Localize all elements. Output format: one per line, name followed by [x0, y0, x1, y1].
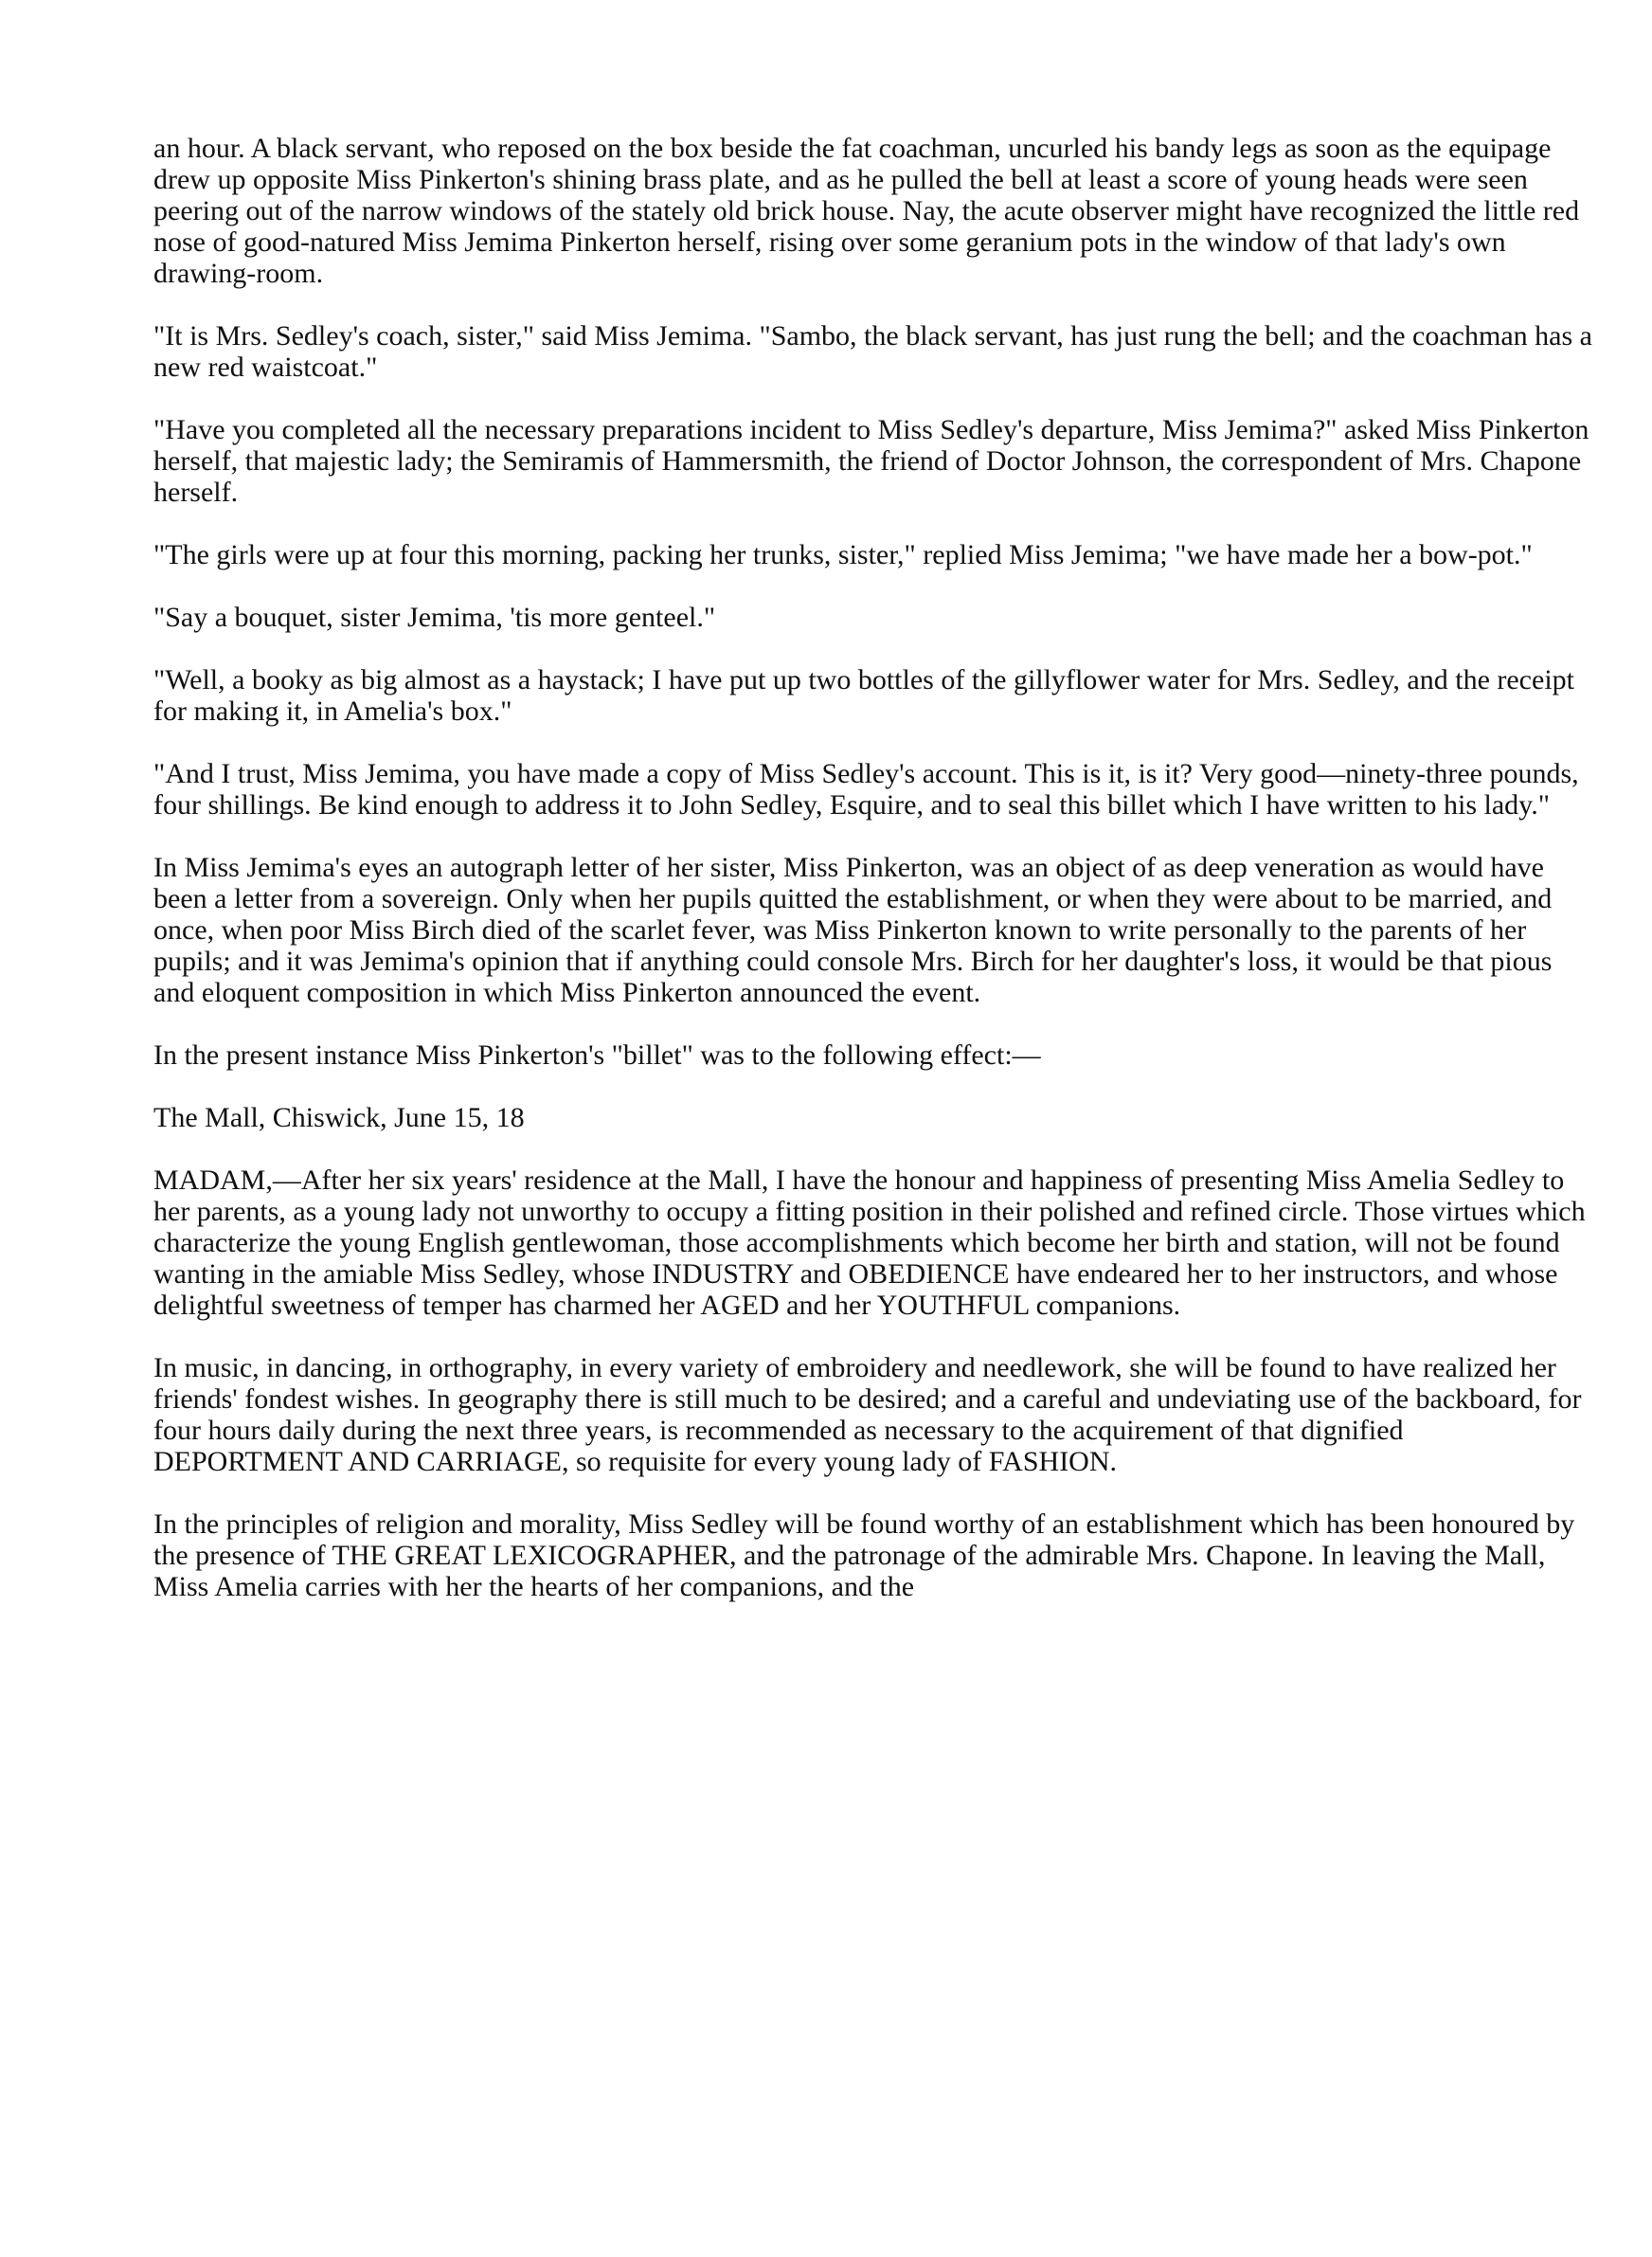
letter-paragraph-1: MADAM,—After her six years' residence at the Mall, I have the honour and happiness of presenting Miss Amelia Sedley to her parents, as a young lady not unworthy to occupy a fitting position in their polished and refined circle. Those virtues which characterize the young English gentlewoman, those accomplishments which become her birth and station, will not be found wanting in the amiable Miss Sedley, whose INDUSTRY and OBEDIENCE have endeared her to her instructors, and whose delightful sweetness of temper has charmed her AGED and her YOUTHFUL companions.	[153, 1165, 1586, 1321]
body-text	[153, 133, 1593, 1602]
letter-paragraph-3: In the principles of religion and morality, Miss Sedley will be found worthy of an establishment which has been honoured by the presence of THE GREAT LEXICOGRAPHER, and the patronage of the admirable Mrs. Chapone. In leaving the Mall, Miss Amelia carries with her the hearts of her companions, and the	[153, 1508, 1575, 1602]
paragraph-9: In the present instance Miss Pinkerton's "billet" was to the following effect:—	[153, 1039, 1041, 1071]
paragraph-6: "Well, a booky as big almost as a haystack; I have put up two bottles of the gillyflower water for Mrs. Sedley, and the receipt for making it, in Amelia's box."	[153, 664, 1574, 727]
paragraph-8: In Miss Jemima's eyes an autograph letter of her sister, Miss Pinkerton, was an object of as deep veneration as would have been a letter from a sovereign. Only when her pupils quitted the establishment, or when they were about to be married, and once, when poor Miss Birch died of the scarlet fever, was Miss Pinkerton known to write personally to the parents of her pupils; and it was Jemima's opinion that if anything could console Mrs. Birch for her daughter's loss, it would be that pious and eloquent composition in which Miss Pinkerton announced the event.	[153, 852, 1553, 1008]
paragraph-4: "The girls were up at four this morning, packing her trunks, sister," replied Miss Jemima; "we have made her a bow-pot."	[153, 539, 1533, 570]
paragraph-1: an hour. A black servant, who reposed on the box beside the fat coachman, uncurled his bandy legs as soon as the equipage drew up opposite Miss Pinkerton's shining brass plate, and as he pulled the bell at least a score of young heads were seen peering out of the narrow windows of the stately old brick house. Nay, the acute observer might have recognized the little red nose of good-natured Miss Jemima Pinkerton herself, rising over some geranium pots in the window of that lady's own drawing-room.	[153, 133, 1580, 289]
paragraph-2: "It is Mrs. Sedley's coach, sister," said Miss Jemima. "Sambo, the black servant, has just rung the bell; and the coachman has a new red waistcoat."	[153, 320, 1592, 383]
paragraph-7: "And I trust, Miss Jemima, you have made a copy of Miss Sedley's account. This is it, is it? Very good—ninety-three pounds, four shillings. Be kind enough to address it to John Sedley, Esquire, and to seal this billet which I have written to his lady."	[153, 758, 1579, 821]
paragraph-3: "Have you completed all the necessary preparations incident to Miss Sedley's departure, Miss Jemima?" asked Miss Pinkerton herself, that majestic lady; the Semiramis of Hammersmith, the friend of Doctor Johnson, the correspondent of Mrs. Chapone herself.	[153, 414, 1589, 508]
letter-paragraph-2: In music, in dancing, in orthography, in every variety of embroidery and needlework, she will be found to have realized her friends' fondest wishes. In geography there is still much to be desired; and a careful and undeviating use of the backboard, for four hours daily during the next three years, is recommended as necessary to the acquirement of that dignified DEPORTMENT AND CARRIAGE, so requisite for every young lady of FASHION.	[153, 1352, 1582, 1477]
letter-dateline: The Mall, Chiswick, June 15, 18	[153, 1102, 525, 1133]
paragraph-5: "Say a bouquet, sister Jemima, 'tis more genteel."	[153, 602, 716, 633]
